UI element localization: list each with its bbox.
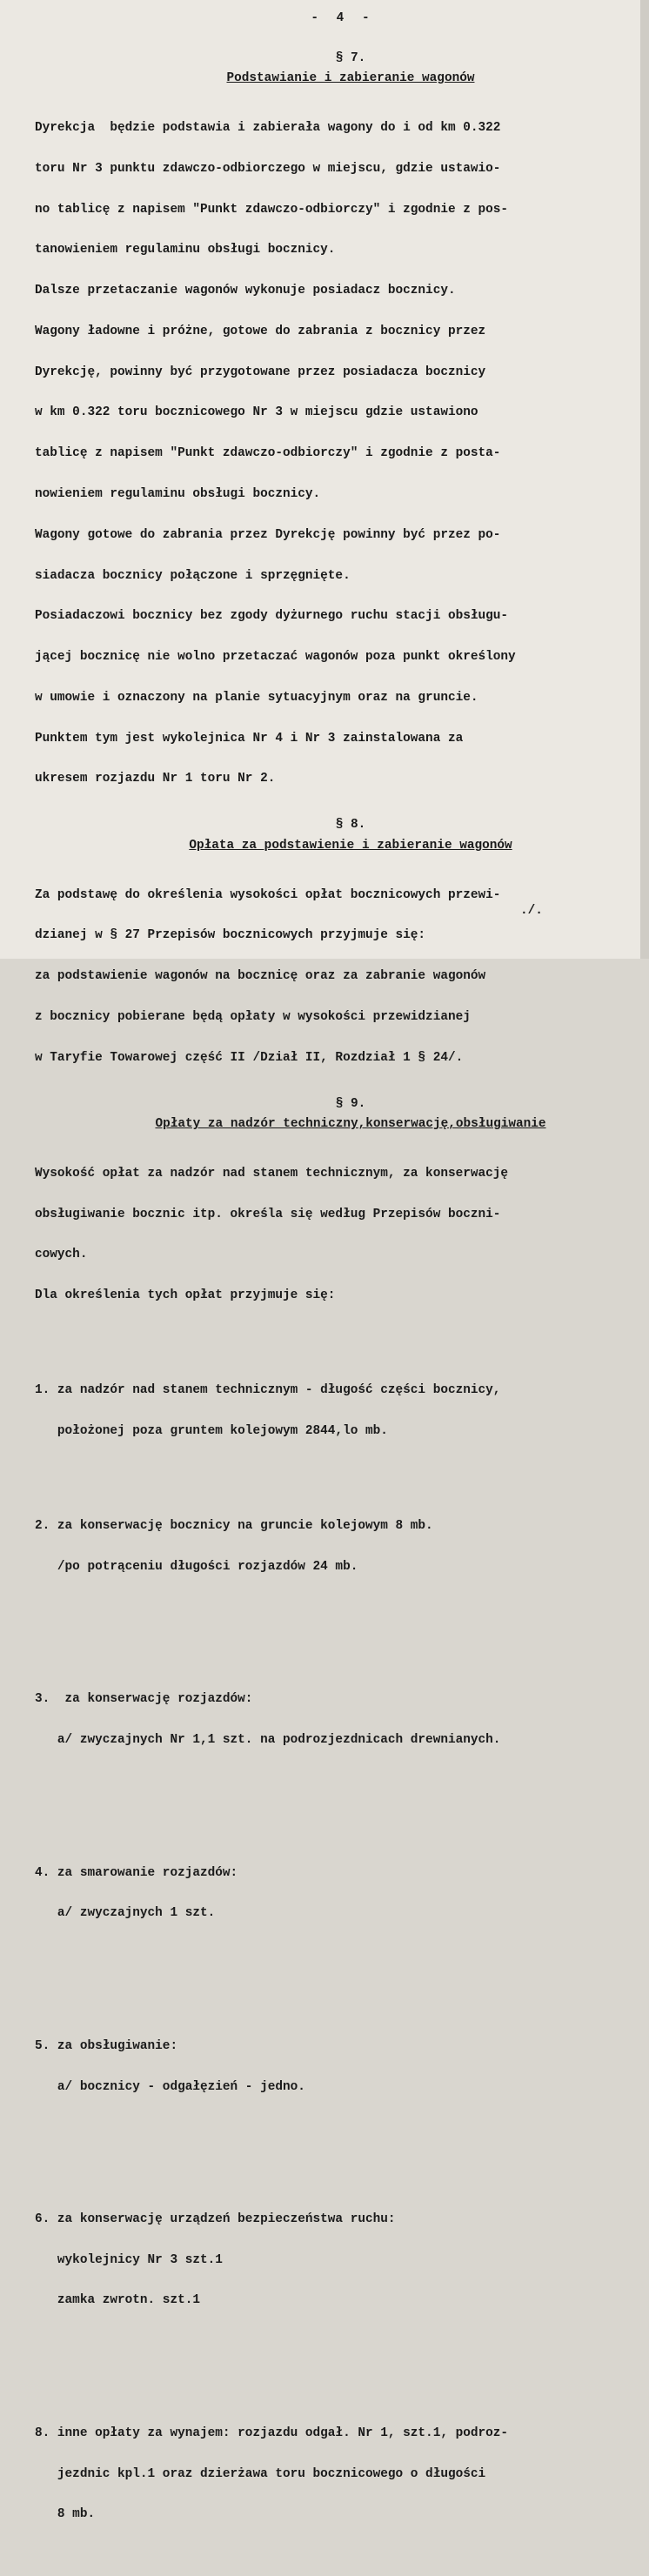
text-line: Za podstawę do określenia wysokości opłat bocznicowych przewi- [35, 887, 501, 902]
text-line: 6. za konserwację urządzeń bezpieczeństwa ruchu: [35, 2211, 396, 2226]
text-line: a/ zwyczajnych Nr 1,1 szt. na podrozjezdnicach drewnianych. [35, 1733, 501, 1748]
text-line: obsługiwanie bocznic itp. określa się według Przepisów boczni- [35, 1207, 501, 1221]
page-number: - 4 - [311, 11, 375, 25]
text-line: ukresem rozjazdu Nr 1 toru Nr 2. [35, 772, 276, 786]
text-line: 5. za obsługiwanie: [35, 2038, 178, 2053]
text-line: 3. za konserwację rozjazdów: [35, 1692, 253, 1707]
text-line: tanowieniem regulaminu obsługi bocznicy. [35, 243, 336, 258]
list-item [35, 1357, 632, 1466]
text-line: nowieniem regulaminu obsługi bocznicy. [35, 487, 321, 501]
text-line: Posiadaczowi bocznicy bez zgody dyżurnego ruchu stacji obsługu- [35, 609, 509, 624]
section-number: § 7. [335, 50, 366, 65]
text-line: a/ zwyczajnych 1 szt. [35, 1906, 216, 1921]
section-9 [35, 1098, 632, 2576]
text-line: toru Nr 3 punktu zdawczo-odbiorczego w miejscu, gdzie ustawio- [35, 161, 501, 176]
text-line: Punktem tym jest wykolejnica Nr 4 i Nr 3 zainstalowana za [35, 731, 464, 746]
text-line: dzianej w § 27 Przepisów bocznicowych przyjmuje się: [35, 928, 426, 943]
section-number: § 9. [335, 1096, 366, 1111]
text-line: Dyrekcja będzie podstawia i zabierała wagony do i od km 0.322 [35, 120, 501, 135]
text-line: jącej bocznicę nie wolno przetaczać wagonów poza punkt określony [35, 650, 516, 665]
section-title: Opłaty za nadzór techniczny,konserwację,obsługiwanie [155, 1117, 546, 1132]
text-line: no tablicę z napisem "Punkt zdawczo-odbiorczy" i zgodnie z pos- [35, 202, 509, 217]
text-line: 8. inne opłaty za wynajem: rozjazdu odgał. Nr 1, szt.1, podroz- [35, 2425, 509, 2440]
list-item [35, 2186, 632, 2336]
text-line: 8 mb. [35, 2507, 96, 2522]
text-line: w Taryfie Towarowej część II /Dział II, Rozdział 1 § 24/. [35, 1050, 464, 1065]
text-line: Wagony ładowne i próżne, gotowe do zabrania z bocznicy przez [35, 324, 486, 338]
text-line: Wysokość opłat za nadzór nad stanem technicznym, za konserwację [35, 1166, 509, 1181]
text-line: za podstawienie wagonów na bocznicę oraz za zabranie wagonów [35, 969, 486, 984]
text-line: 2. za konserwację bocznicy na gruncie kolejowym 8 mb. [35, 1519, 433, 1534]
list-item [35, 1839, 632, 1948]
fee-list [35, 1330, 632, 2576]
section-8 [35, 819, 632, 1092]
text-line: z bocznicy pobierane będą opłaty w wysokości przewidzianej [35, 1009, 471, 1024]
text-line: wykolejnicy Nr 3 szt.1 [35, 2252, 223, 2267]
text-line: w umowie i oznaczony na planie sytuacyjnym oraz na gruncie. [35, 690, 478, 705]
list-item [35, 2013, 632, 2122]
section-title: Podstawianie i zabieranie wagonów [226, 71, 475, 86]
text-line: a/ bocznicy - odgałęzień - jedno. [35, 2079, 305, 2094]
text-line: Dalsze przetaczanie wagonów wykonuje posiadacz bocznicy. [35, 284, 456, 298]
list-item [35, 1493, 632, 1602]
continuation-mark: ./. [520, 904, 543, 918]
text-line: /po potrąceniu długości rozjazdów 24 mb. [35, 1560, 358, 1575]
list-item [35, 2400, 632, 2550]
text-line: tablicę z napisem "Punkt zdawczo-odbiorczy" i zgodnie z posta- [35, 446, 501, 461]
section-title: Opłata za podstawienie i zabieranie wagonów [189, 838, 512, 853]
text-line: w km 0.322 toru bocznicowego Nr 3 w miejscu gdzie ustawiono [35, 405, 478, 420]
text-line: zamka zwrotn. szt.1 [35, 2293, 200, 2308]
section-number: § 8. [335, 818, 366, 833]
list-item [35, 1666, 632, 1775]
section-body [35, 861, 632, 1092]
section-7 [35, 52, 632, 814]
text-line: jezdnic kpl.1 oraz dzierżawa toru bocznicowego o długości [35, 2466, 486, 2481]
text-line: Dyrekcję, powinny być przygotowane przez posiadacza bocznicy [35, 365, 486, 379]
section-body [35, 1141, 632, 1330]
text-line: położonej poza gruntem kolejowym 2844,lo mb. [35, 1424, 388, 1439]
text-line: Wagony gotowe do zabrania przez Dyrekcję powinny być przez po- [35, 527, 501, 542]
text-line: Dla określenia tych opłat przyjmuje się: [35, 1288, 336, 1303]
section-body [35, 95, 632, 813]
text-line: siadacza bocznicy połączone i sprzęgnięte. [35, 568, 351, 583]
text-line: 4. za smarowanie rozjazdów: [35, 1865, 238, 1880]
text-line: 1. za nadzór nad stanem technicznym - długość części bocznicy, [35, 1383, 501, 1398]
text-line: cowych. [35, 1248, 88, 1262]
scan-edge [640, 0, 649, 959]
